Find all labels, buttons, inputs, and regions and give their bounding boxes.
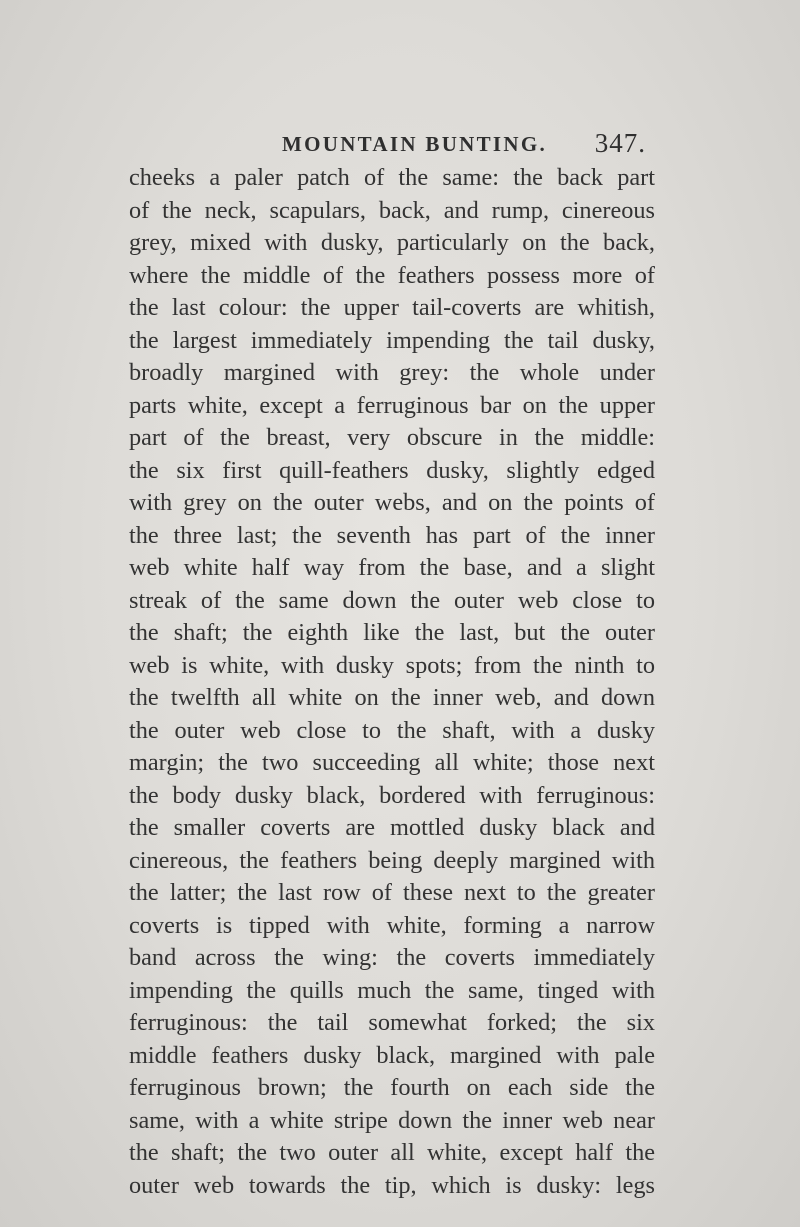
text-line: the shaft; the eighth like the last, but the outer: [129, 619, 655, 646]
text-line: outer web towards the tip, which is dusky: legs: [129, 1171, 655, 1199]
text-line: the largest immediately impending the tail dusky,: [129, 326, 655, 354]
text-line: web white half way from the base, and a slight: [129, 554, 655, 581]
text-line: cheeks a paler patch of the same: the back part: [129, 164, 655, 191]
text-line: with grey on the outer webs, and on the points of: [129, 489, 655, 516]
text-line: impending the quills much the same, tinged with: [129, 976, 655, 1004]
text-line: where the middle of the feathers possess more of: [129, 261, 655, 289]
text-line: the six first quill-feathers dusky, slightly edged: [129, 456, 655, 484]
page-number: 347.: [594, 128, 646, 158]
body-text: [129, 162, 655, 1202]
text-line: margin; the two succeeding all white; those next: [129, 749, 655, 776]
text-line: the shaft; the two outer all white, except half the: [129, 1139, 655, 1166]
text-line: web is white, with dusky spots; from the ninth to: [129, 651, 655, 679]
text-line: ferruginous: the tail somewhat forked; the six: [129, 1009, 655, 1036]
text-line: the body dusky black, bordered with ferruginous:: [129, 781, 655, 809]
text-line: the twelfth all white on the inner web, and down: [129, 684, 655, 711]
text-line: middle feathers dusky black, margined with pale: [129, 1041, 655, 1069]
text-line: streak of the same down the outer web close to: [129, 586, 655, 614]
text-line: ferruginous brown; the fourth on each side the: [129, 1074, 655, 1101]
text-line: parts white, except a ferruginous bar on the upper: [129, 391, 655, 419]
text-line: the latter; the last row of these next to the greater: [129, 879, 655, 906]
text-line: the three last; the seventh has part of the inner: [129, 521, 655, 549]
text-line: band across the wing: the coverts immediately: [129, 944, 655, 971]
text-line: part of the breast, very obscure in the middle:: [129, 424, 655, 451]
text-line: same, with a white stripe down the inner web near: [129, 1106, 655, 1134]
text-line: cinereous, the feathers being deeply margined with: [129, 846, 655, 874]
text-line: the last colour: the upper tail-coverts are whitish,: [129, 294, 655, 321]
text-line: the smaller coverts are mottled dusky black and: [129, 814, 655, 841]
running-head: MOUNTAIN BUNTING.: [282, 132, 548, 156]
text-line: grey, mixed with dusky, particularly on the back,: [129, 229, 655, 256]
text-line: coverts is tipped with white, forming a narrow: [129, 911, 655, 939]
page-header: [130, 128, 650, 162]
text-line: the outer web close to the shaft, with a dusky: [129, 716, 655, 744]
text-line: of the neck, scapulars, back, and rump, cinereous: [129, 196, 655, 224]
text-line: broadly margined with grey: the whole under: [129, 359, 655, 386]
